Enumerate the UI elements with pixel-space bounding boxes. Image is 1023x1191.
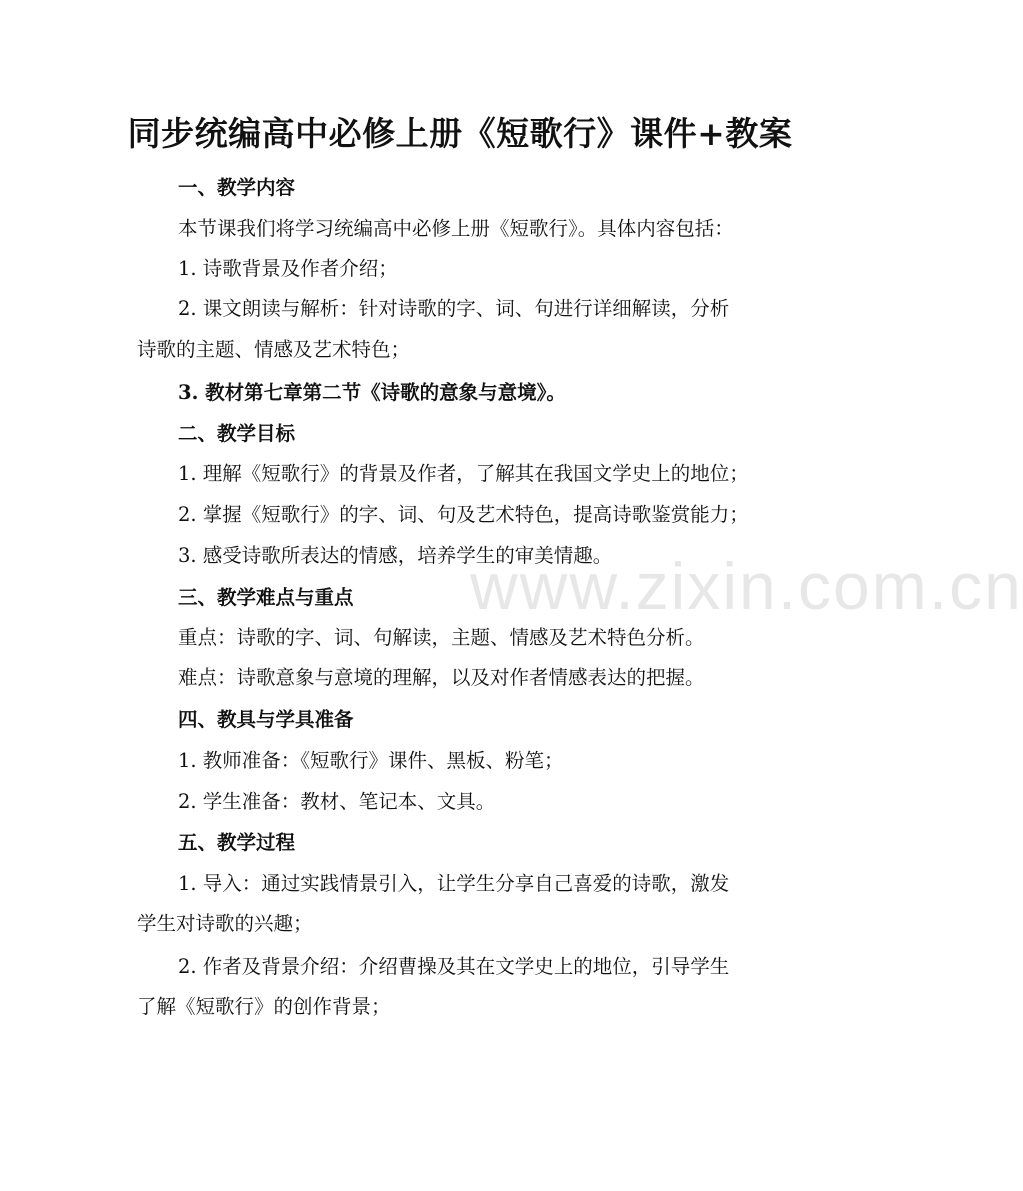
list-item: 1. 诗歌背景及作者介绍； — [178, 257, 398, 280]
list-item: 2. 课文朗读与解析：针对诗歌的字、词、句进行详细解读，分析 — [178, 297, 730, 320]
list-item-continuation: 诗歌的主题、情感及艺术特色； — [137, 338, 411, 361]
section-heading-materials: 四、教具与学具准备 — [178, 708, 354, 731]
list-item-continuation: 学生对诗歌的兴趣； — [137, 912, 313, 935]
section-heading-process: 五、教学过程 — [178, 831, 296, 854]
list-item: 3. 感受诗歌所表达的情感，培养学生的审美情趣。 — [178, 544, 613, 567]
paragraph: 本节课我们将学习统编高中必修上册《短歌行》。具体内容包括： — [178, 217, 734, 240]
list-item-continuation: 了解《短歌行》的创作背景； — [137, 995, 391, 1018]
list-item: 1. 导入：通过实践情景引入，让学生分享自己喜爱的诗歌，激发 — [178, 872, 730, 895]
paragraph: 难点：诗歌意象与意境的理解，以及对作者情感表达的把握。 — [178, 666, 705, 689]
list-item: 2. 学生准备：教材、笔记本、文具。 — [178, 790, 496, 813]
list-item: 2. 作者及背景介绍：介绍曹操及其在文学史上的地位，引导学生 — [178, 955, 730, 978]
paragraph: 重点：诗歌的字、词、句解读，主题、情感及艺术特色分析。 — [178, 626, 705, 649]
list-item: 1. 理解《短歌行》的背景及作者，了解其在我国文学史上的地位； — [178, 462, 749, 485]
list-item: 2. 掌握《短歌行》的字、词、句及艺术特色，提高诗歌鉴赏能力； — [178, 503, 749, 526]
section-heading-key-points: 三、教学难点与重点 — [178, 586, 354, 609]
section-heading-goals: 二、教学目标 — [178, 422, 296, 445]
document-title: 同步统编高中必修上册《短歌行》课件+教案 — [127, 114, 793, 153]
section-heading-content: 一、教学内容 — [178, 176, 296, 199]
watermark: www.zixin.com.cn — [470, 549, 1023, 623]
list-item: 1. 教师准备：《短歌行》课件、黑板、粉笔； — [178, 749, 564, 772]
list-item: 3. 教材第七章第二节《诗歌的意象与意境》。 — [178, 381, 566, 404]
